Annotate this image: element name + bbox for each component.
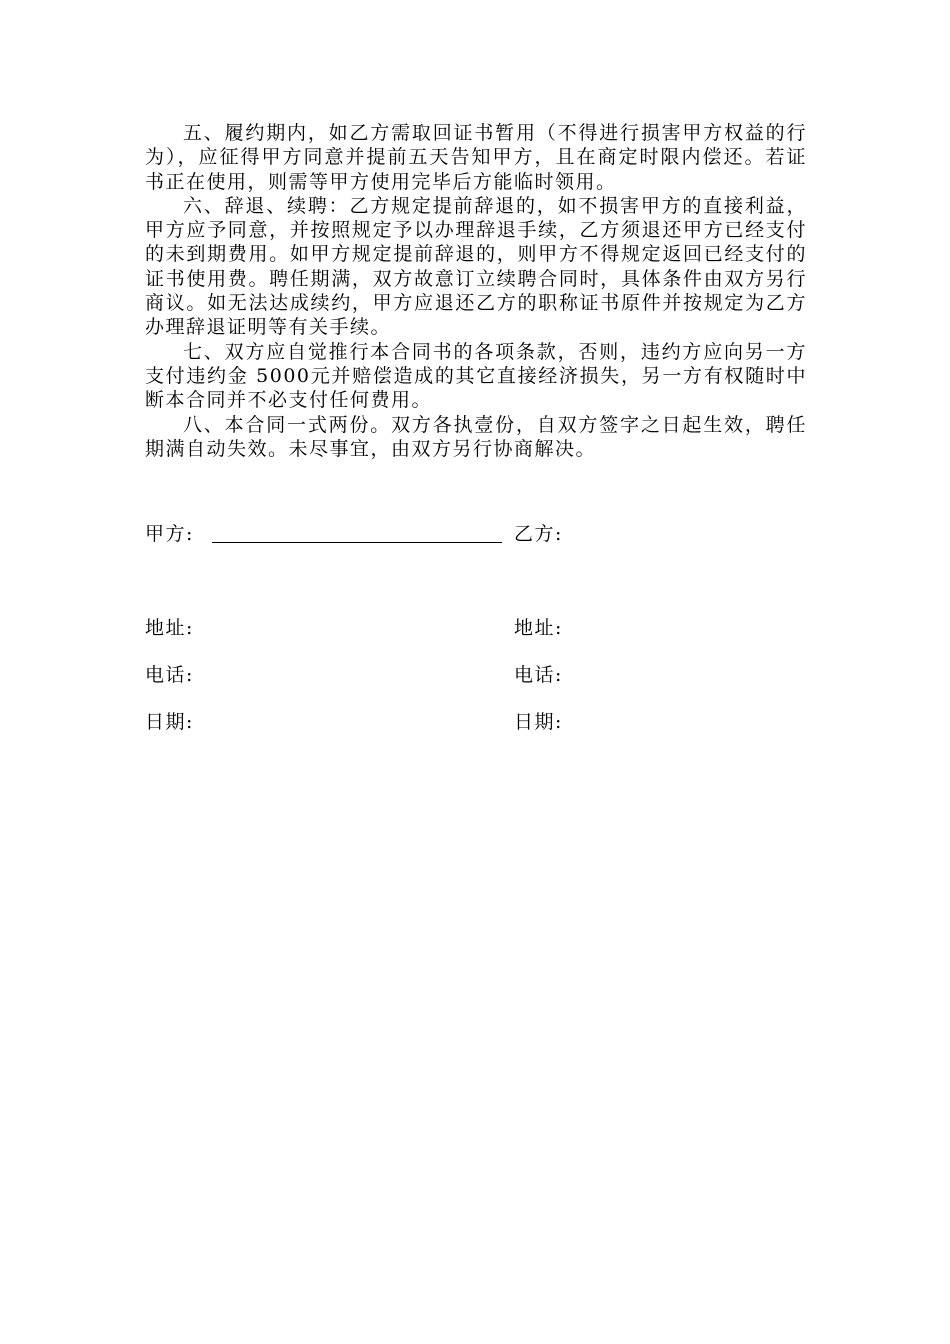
clause-six: 六、辞退、续聘：乙方规定提前辞退的，如不损害甲方的直接利益，甲方应予同意，并按照规定予以办理辞退手续，乙方须退还甲方已经支付的未到期费用。如甲方规定提前辞退的，则甲方不得规定返回已经支付的证书使用费。聘任期满，双方故意订立续聘合同时，具体条件由双方另行商议。如无法达成续约，甲方应退还乙方的职称证书原件并按规定为乙方办理辞退证明等有关手续。 <box>145 194 807 339</box>
party-a-date-label: 日期: <box>145 711 194 733</box>
party-a-label: 甲方: <box>145 523 194 545</box>
party-b-label: 乙方: <box>514 523 563 545</box>
party-b-address-label: 地址: <box>514 617 563 639</box>
party-a-phone-label: 电话: <box>145 664 194 686</box>
party-a-address-label: 地址: <box>145 617 194 639</box>
party-b-date-label: 日期: <box>514 711 563 733</box>
contract-body <box>145 121 807 461</box>
party-b-phone-label: 电话: <box>514 664 563 686</box>
party-a-signature-line <box>212 542 502 543</box>
clause-five: 五、履约期内，如乙方需取回证书暂用（不得进行损害甲方权益的行为），应征得甲方同意并提前五天告知甲方，且在商定时限内偿还。若证书正在使用，则需等甲方使用完毕后方能临时领用。 <box>145 122 807 193</box>
clause-seven: 七、双方应自觉推行本合同书的各项条款，否则，违约方应向另一方支付违约金 5000元并赔偿造成的其它直接经济损失，另一方有权随时中断本合同并不必支付任何费用。 <box>145 340 807 412</box>
clause-eight: 八、本合同一式两份。双方各执壹份，自双方签字之日起生效，聘任期满自动失效。未尽事宜，由双方另行协商解决。 <box>145 413 807 460</box>
